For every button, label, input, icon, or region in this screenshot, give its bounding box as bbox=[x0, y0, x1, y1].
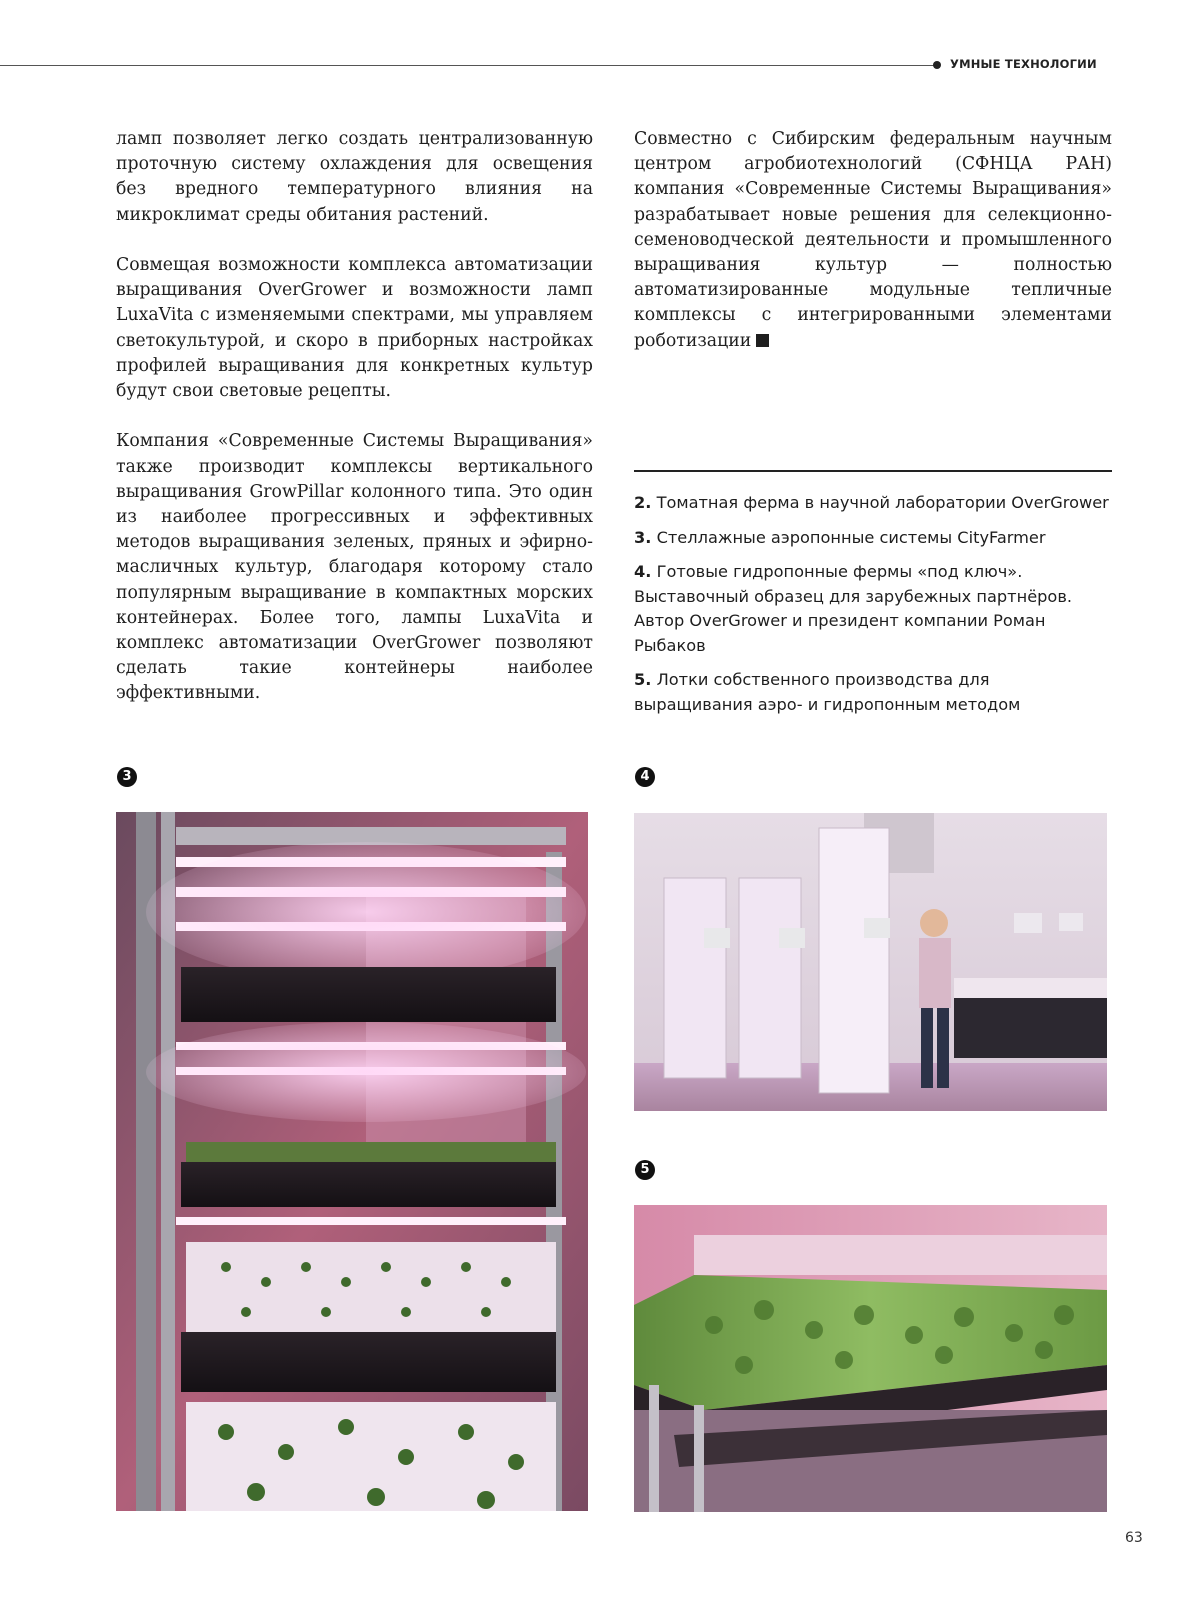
caption-number: 5. bbox=[634, 670, 652, 689]
header-rule bbox=[0, 65, 940, 66]
photo-hydroponic-farms bbox=[634, 813, 1107, 1111]
caption bbox=[634, 668, 1112, 717]
figure-3-marker: 3 bbox=[117, 767, 137, 787]
end-of-article-icon bbox=[756, 334, 769, 347]
captions-rule bbox=[634, 470, 1112, 472]
closing-paragraph-text: Совместно с Сибирским федеральным научным центром агробиотехнологий (СФНЦА РАН) компания «Современные Системы Выращивания» разрабатывает новые решения для селекционно-семеноводческой деятельности и промышленного выращивания культур — полностью автоматизированные модульные тепличные комплексы с интегрированными элементами роботизации bbox=[634, 129, 1112, 351]
photo-grow-trays bbox=[634, 1205, 1107, 1512]
section-title: УМНЫЕ ТЕХНОЛОГИИ bbox=[950, 57, 1097, 71]
figure-4-marker: 4 bbox=[635, 767, 655, 787]
caption bbox=[634, 526, 1112, 551]
caption bbox=[634, 560, 1112, 658]
caption-number: 3. bbox=[634, 527, 652, 547]
right-text-column bbox=[634, 127, 1112, 379]
body-paragraph: Совмещая возможности комплекса автоматизации выращивания OverGrower и возможности ламп LuxaVita с изменяемыми спектрами, мы управляем светокультурой, и скоро в приборных настройках профилей выращивания для конкретных культур будут свои световые рецепты. bbox=[116, 255, 593, 402]
caption-text: Томатная ферма в научной лаборатории OverGrower bbox=[656, 493, 1109, 512]
header-bullet-icon bbox=[933, 61, 941, 69]
caption-number: 4. bbox=[634, 562, 652, 581]
page-number: 63 bbox=[1125, 1530, 1143, 1546]
caption bbox=[634, 491, 1112, 516]
body-paragraph: ламп позволяет легко создать централизованную проточную систему охлаждения для освещения без вредного температурного влияния на микроклимат среды обитания растений. bbox=[116, 129, 593, 225]
body-paragraph: Компания «Современные Системы Выращивания» также производит комплексы вертикального выращивания GrowPillar колонного типа. Это один из наиболее прогрессивных и эффективных методов выращивания зеленых, пряных и эфирно-масличных культур, благодаря которому стало популярным выращивание в компактных морских контейнерах. Более того, лампы LuxaVita и комплекс автоматизации OverGrower позволяют сделать такие контейнеры наиболее эффективными. bbox=[116, 431, 593, 704]
figure-5-marker: 5 bbox=[635, 1160, 655, 1180]
figure-captions bbox=[634, 491, 1112, 727]
caption-number: 2. bbox=[634, 493, 652, 512]
photo-aeroponic-racks bbox=[116, 812, 588, 1511]
caption-text: Лотки собственного производства для выращивания аэро- и гидропонным методом bbox=[634, 670, 1021, 714]
body-paragraph bbox=[634, 127, 1112, 354]
caption-text: Готовые гидропонные фермы «под ключ». Выставочный образец для зарубежных партнёров. Автор OverGrower и президент компании Роман Рыбаков bbox=[634, 562, 1073, 655]
left-text-column bbox=[116, 127, 593, 732]
caption-text: Стеллажные аэропонные системы CityFarmer bbox=[656, 527, 1046, 547]
